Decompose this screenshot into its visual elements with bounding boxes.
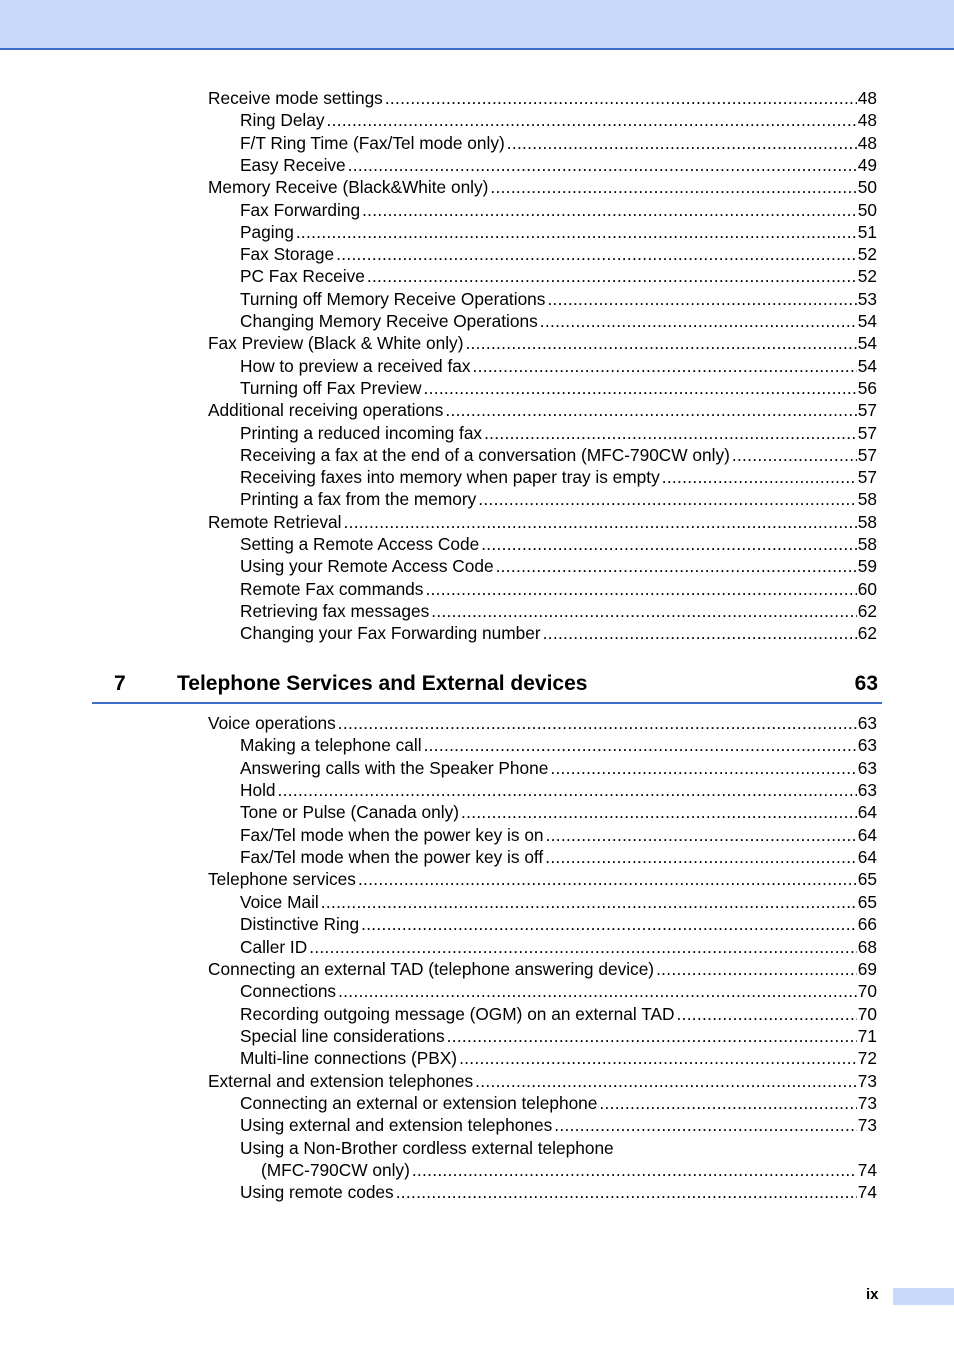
toc-entry-page: 48 — [857, 88, 877, 108]
toc-entry[interactable] — [240, 1092, 877, 1114]
toc-entry[interactable] — [240, 1181, 877, 1203]
toc-entry[interactable] — [208, 87, 877, 109]
toc-entry[interactable] — [208, 868, 877, 890]
toc-entry-page: 63 — [857, 713, 877, 733]
toc-entry-title: Printing a fax from the memory — [240, 489, 477, 510]
chapter-title: Telephone Services and External devices — [177, 672, 588, 695]
dot-leader — [662, 466, 857, 488]
dot-leader — [550, 757, 856, 779]
toc-entry-page: 58 — [857, 511, 877, 532]
footer-band — [893, 1288, 954, 1305]
toc-entry-title: F/T Ring Time (Fax/Tel mode only) — [240, 132, 505, 153]
toc-entry-page: 57 — [857, 400, 877, 421]
dot-leader — [656, 958, 857, 980]
dot-leader — [358, 868, 857, 890]
toc-entry-page: 64 — [857, 847, 877, 868]
toc-entry[interactable] — [240, 444, 877, 466]
footer-page-number: ix — [866, 1286, 879, 1303]
toc-entry[interactable] — [240, 422, 877, 444]
toc-entry-title: PC Fax Receive — [240, 266, 365, 287]
toc-entry[interactable] — [240, 1003, 877, 1025]
dot-leader — [478, 488, 857, 510]
toc-entry[interactable] — [240, 779, 877, 801]
toc-entry-title: Special line considerations — [240, 1025, 445, 1046]
dot-leader — [545, 846, 857, 868]
dot-leader — [465, 332, 856, 354]
dot-leader — [540, 310, 857, 332]
toc-entry[interactable] — [208, 332, 877, 354]
toc-entry[interactable] — [240, 555, 877, 577]
toc-entry-page: 62 — [857, 623, 877, 644]
toc-entry[interactable] — [240, 310, 877, 332]
toc-entry[interactable] — [240, 891, 877, 913]
toc-entry-page: 71 — [857, 1025, 877, 1046]
toc-entry-title: Fax/Tel mode when the power key is on — [240, 824, 544, 845]
dot-leader — [481, 533, 857, 555]
toc-entry-title: Using a Non-Brother cordless external telephone — [240, 1137, 614, 1158]
toc-entry[interactable] — [208, 1070, 877, 1092]
toc-entry[interactable] — [208, 176, 877, 198]
toc-entry-page: 52 — [857, 266, 877, 287]
toc-entry-page: 63 — [857, 780, 877, 801]
toc-entry-title: Hold — [240, 780, 276, 801]
dot-leader — [459, 1047, 857, 1069]
toc-entry[interactable] — [208, 712, 877, 734]
toc-entry-title: Changing your Fax Forwarding number — [240, 623, 541, 644]
dot-leader — [327, 109, 857, 131]
dot-leader — [396, 1181, 857, 1203]
toc-entry[interactable] — [240, 600, 877, 622]
toc-entry-title: Fax Preview (Black & White only) — [208, 333, 464, 354]
toc-entry-page: 73 — [857, 1115, 877, 1136]
toc-entry-title: Multi-line connections (PBX) — [240, 1048, 458, 1069]
toc-entry-title: Connecting an external TAD (telephone answering device) — [208, 958, 655, 979]
dot-leader — [338, 712, 857, 734]
toc-entry-page: 50 — [857, 199, 877, 220]
toc-entry[interactable] — [240, 132, 877, 154]
toc-entry-title: Paging — [240, 221, 294, 242]
toc-entry[interactable] — [240, 288, 877, 310]
toc-entry[interactable] — [240, 1114, 877, 1136]
toc-entry-page: 53 — [857, 288, 877, 309]
toc-entry[interactable] — [240, 533, 877, 555]
toc-entry[interactable] — [240, 622, 877, 644]
dot-leader — [344, 511, 857, 533]
toc-entry-title: Printing a reduced incoming fax — [240, 422, 483, 443]
dot-leader — [321, 891, 857, 913]
toc-entry[interactable] — [240, 801, 877, 823]
toc-entry-page: 57 — [857, 422, 877, 443]
toc-entry-title: Using remote codes — [240, 1182, 394, 1203]
toc-entry-title: (MFC-790CW only) — [261, 1160, 410, 1180]
toc-entry-title: Distinctive Ring — [240, 914, 360, 935]
header-band — [0, 0, 954, 50]
toc-entry-title: Caller ID — [240, 936, 308, 957]
toc-entry-title: Turning off Memory Receive Operations — [240, 288, 546, 309]
toc-entry[interactable] — [240, 757, 877, 779]
toc-entry[interactable] — [240, 913, 877, 935]
toc-entry[interactable] — [240, 1137, 877, 1159]
toc-entry[interactable] — [240, 265, 877, 287]
dot-leader — [554, 1114, 857, 1136]
toc-entry-title: Receiving faxes into memory when paper tray is empty — [240, 467, 660, 488]
dot-leader — [385, 87, 857, 109]
dot-leader — [677, 1003, 857, 1025]
toc-entry[interactable] — [208, 399, 877, 421]
toc-entry[interactable] — [240, 355, 877, 377]
toc-entry-page: 73 — [857, 1070, 877, 1091]
toc-entry-page: 50 — [857, 177, 877, 198]
dot-leader — [348, 154, 857, 176]
toc-entry-title: Voice operations — [208, 713, 336, 733]
toc-entry-title: Memory Receive (Black&White only) — [208, 177, 489, 198]
dot-leader — [475, 1070, 857, 1092]
toc-entry-page: 64 — [857, 802, 877, 823]
toc-entry-page: 54 — [857, 355, 877, 376]
toc-entry-page: 68 — [857, 936, 877, 957]
toc-entry-title: Answering calls with the Speaker Phone — [240, 757, 549, 778]
toc-entry-title: Turning off Fax Preview — [240, 377, 422, 398]
dot-leader — [445, 399, 856, 421]
toc-entry-page: 54 — [857, 311, 877, 331]
toc-entry-page: 74 — [857, 1160, 877, 1180]
dot-leader — [547, 288, 856, 310]
toc-entry-page: 74 — [857, 1182, 877, 1203]
toc-entry-title: Changing Memory Receive Operations — [240, 311, 538, 331]
toc-entry-page: 73 — [857, 1092, 877, 1113]
toc-entry-title: Fax/Tel mode when the power key is off — [240, 847, 544, 868]
toc-entry-title: Recording outgoing message (OGM) on an external TAD — [240, 1003, 675, 1024]
toc-entry[interactable] — [240, 1025, 877, 1047]
toc-entry-title: Telephone services — [208, 869, 356, 890]
toc-entry-page: 60 — [857, 578, 877, 599]
toc-entry-page: 70 — [857, 1003, 877, 1024]
toc-entry[interactable] — [240, 488, 877, 510]
toc-entry-page: 49 — [857, 154, 877, 175]
toc-entry-title: Fax Forwarding — [240, 199, 361, 220]
toc-entry[interactable] — [240, 221, 877, 243]
toc-entry-page: 63 — [857, 757, 877, 778]
toc-entry-title: How to preview a received fax — [240, 355, 471, 376]
dot-leader — [412, 1159, 857, 1181]
toc-entry[interactable] — [240, 199, 877, 221]
toc-entry-title: Connecting an external or extension telephone — [240, 1092, 598, 1113]
toc-entry-page: 58 — [857, 534, 877, 554]
dot-leader — [461, 801, 857, 823]
toc-entry-title: Easy Receive — [240, 154, 346, 175]
dot-leader — [424, 377, 857, 399]
toc-entry-title: Using your Remote Access Code — [240, 556, 494, 577]
toc-entry-page: 69 — [857, 958, 877, 979]
toc-entry-page: 54 — [857, 333, 877, 354]
dot-leader — [473, 355, 857, 377]
toc-entry-page: 56 — [857, 377, 877, 398]
dot-leader — [599, 1092, 856, 1114]
toc-entry[interactable] — [240, 377, 877, 399]
toc-entry[interactable] — [240, 243, 877, 265]
toc-entry-title: Receiving a fax at the end of a conversation (MFC-790CW only) — [240, 444, 730, 465]
toc-entry-page: 59 — [857, 556, 877, 577]
dot-leader — [447, 1025, 857, 1047]
toc-entry-page: 57 — [857, 444, 877, 465]
toc-entry[interactable] — [240, 734, 877, 756]
toc-entry-page: 63 — [857, 735, 877, 756]
toc-entry-title: External and extension telephones — [208, 1070, 474, 1091]
toc-entry-title: Connections — [240, 981, 337, 1002]
toc-entry-page: 72 — [857, 1048, 877, 1069]
chapter-number: 7 — [114, 672, 126, 695]
dot-leader — [431, 600, 857, 622]
toc-entry[interactable] — [240, 109, 877, 131]
dot-leader — [490, 176, 856, 198]
toc-entry-title: Remote Retrieval — [208, 511, 342, 532]
dot-leader — [338, 980, 857, 1002]
toc-entry[interactable] — [240, 936, 877, 958]
dot-leader — [309, 936, 857, 958]
toc-entry-title: Remote Fax commands — [240, 578, 424, 599]
chapter-heading[interactable] — [92, 668, 882, 704]
dot-leader — [543, 622, 857, 644]
toc-entry[interactable] — [240, 980, 877, 1002]
dot-leader — [361, 913, 857, 935]
dot-leader — [296, 221, 857, 243]
toc-entry-page: 58 — [857, 489, 877, 510]
toc-entry[interactable] — [240, 578, 877, 600]
toc-entry-page: 64 — [857, 824, 877, 845]
toc-entry[interactable] — [240, 154, 877, 176]
dot-leader — [278, 779, 857, 801]
dot-leader — [425, 578, 856, 600]
dot-leader — [732, 444, 857, 466]
toc-entry-page: 51 — [857, 221, 877, 242]
toc-entry-page: 48 — [857, 132, 877, 153]
toc-entry-title: Voice Mail — [240, 891, 319, 912]
dot-leader — [507, 132, 857, 154]
toc-entry-page: 52 — [857, 244, 877, 265]
dot-leader — [367, 265, 857, 287]
toc-entry[interactable] — [240, 466, 877, 488]
toc-entry-page: 57 — [857, 467, 877, 488]
toc-entry-title: Retrieving fax messages — [240, 600, 430, 621]
toc-entry[interactable] — [208, 511, 877, 533]
toc-entry[interactable] — [240, 1047, 877, 1069]
toc-entry[interactable] — [261, 1159, 877, 1181]
toc-entry-title: Making a telephone call — [240, 735, 422, 756]
toc-entry-title: Tone or Pulse (Canada only) — [240, 802, 460, 823]
dot-leader — [424, 734, 857, 756]
toc-entry[interactable] — [240, 846, 877, 868]
toc-entry-title: Using external and extension telephones — [240, 1115, 553, 1136]
toc-entry[interactable] — [240, 824, 877, 846]
toc-entry-page: 62 — [857, 600, 877, 621]
toc-entry[interactable] — [208, 958, 877, 980]
toc-entry-page: 70 — [857, 981, 877, 1002]
toc-entry-title: Setting a Remote Access Code — [240, 534, 480, 554]
dot-leader — [484, 422, 857, 444]
toc-entry-title: Additional receiving operations — [208, 400, 444, 421]
dot-leader — [546, 824, 857, 846]
dot-leader — [362, 199, 857, 221]
toc-entry-title: Ring Delay — [240, 110, 325, 131]
toc-entry-title: Fax Storage — [240, 244, 335, 265]
toc-entry-page: 48 — [857, 110, 877, 131]
chapter-page: 63 — [854, 672, 878, 695]
toc-entry-page: 65 — [857, 891, 877, 912]
toc-entry-page: 66 — [857, 914, 877, 935]
toc-entry-title: Receive mode settings — [208, 88, 383, 108]
dot-leader — [496, 555, 857, 577]
dot-leader — [336, 243, 857, 265]
toc-entry-page: 65 — [857, 869, 877, 890]
